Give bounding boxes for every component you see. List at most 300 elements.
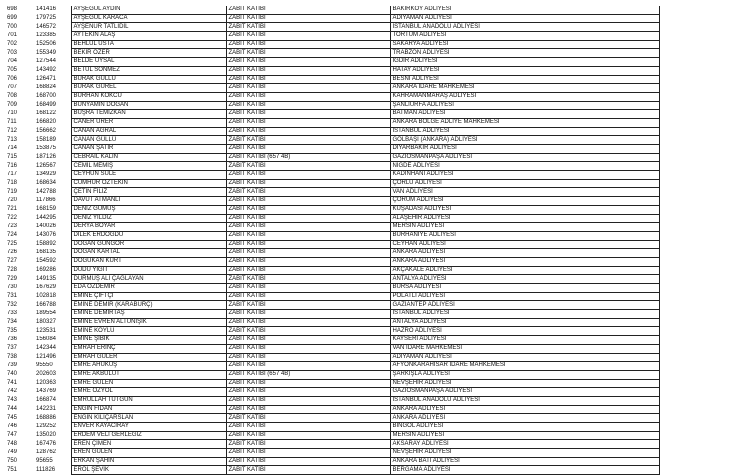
job-title: ZABIT KATİBİ <box>226 353 390 362</box>
row-number: 748 <box>7 440 18 447</box>
job-title: ZABIT KATİBİ <box>226 344 390 353</box>
table-row <box>5 466 745 475</box>
blank-cell <box>659 370 745 379</box>
table-row <box>5 231 745 240</box>
job-title: ZABIT KATİBİ <box>226 414 390 423</box>
workplace: KADINHANI ADLİYESİ <box>390 171 659 180</box>
person-name: DUDU YİĞİT <box>71 266 226 275</box>
row-number: 731 <box>7 292 18 299</box>
registry-number: 167476 <box>36 440 57 447</box>
workplace: İSTANBUL ANADOLU ADLİYESİ <box>390 23 659 32</box>
registry-number: 168886 <box>36 414 57 421</box>
table-row <box>5 127 745 136</box>
person-name: EMRE GÜLEN <box>71 379 226 388</box>
row-number: 704 <box>7 58 18 65</box>
row-number: 721 <box>7 206 18 213</box>
registry-number: 168122 <box>36 110 57 117</box>
table-row <box>5 32 745 41</box>
row-number: 701 <box>7 32 18 39</box>
blank-cell <box>659 162 745 171</box>
registry-number: 142344 <box>36 345 57 352</box>
workplace: ANKARA İDARE MAHKEMESİ <box>390 84 659 93</box>
person-name: ENGİN KILIÇARSLAN <box>71 414 226 423</box>
job-title: ZABIT KATİBİ <box>226 75 390 84</box>
blank-cell <box>659 240 745 249</box>
table-row <box>5 301 745 310</box>
row-number: 736 <box>7 336 18 343</box>
row-number: 749 <box>7 449 18 456</box>
workplace: AKÇAKALE ADLİYESİ <box>390 266 659 275</box>
registry-number: 134929 <box>36 171 57 178</box>
table-row <box>5 362 745 371</box>
job-title: ZABIT KATİBİ <box>226 249 390 258</box>
workplace: ANKARA BÖLGE ADLİYE MAHKEMESİ <box>390 118 659 127</box>
workplace: ÇORUM ADLİYESİ <box>390 197 659 206</box>
person-name: BÜŞRA TEMİZKAN <box>71 110 226 119</box>
registry-number: 202603 <box>36 371 57 378</box>
blank-cell <box>659 275 745 284</box>
registry-number: 140026 <box>36 223 57 230</box>
blank-cell <box>659 32 745 41</box>
workplace: MERSİN ADLİYESİ <box>390 431 659 440</box>
registry-number: 189554 <box>36 310 57 317</box>
personnel-list-page <box>5 6 745 475</box>
blank-cell <box>659 249 745 258</box>
job-title: ZABIT KATİBİ <box>226 440 390 449</box>
person-name: BURAK GÜLLÜ <box>71 75 226 84</box>
registry-number: 168159 <box>36 206 57 213</box>
person-name: EMRAH GÜLER <box>71 353 226 362</box>
table-row <box>5 14 745 23</box>
blank-cell <box>659 431 745 440</box>
table-row <box>5 162 745 171</box>
table-row <box>5 6 745 14</box>
row-number: 702 <box>7 40 18 47</box>
registry-number: 95655 <box>36 457 53 464</box>
person-name: CUMHUR ÖZTEKİN <box>71 179 226 188</box>
registry-number: 143492 <box>36 67 57 74</box>
registry-number: 158189 <box>36 136 57 143</box>
row-number: 751 <box>7 466 18 473</box>
row-number: 735 <box>7 327 18 334</box>
row-number: 747 <box>7 431 18 438</box>
person-name: AYŞEGÜL AYDIN <box>71 6 226 14</box>
job-title: ZABIT KATİBİ <box>226 84 390 93</box>
registry-number: 152506 <box>36 40 57 47</box>
row-number: 705 <box>7 67 18 74</box>
workplace: ÇORLU ADLİYESİ <box>390 179 659 188</box>
person-name: EMİNE EVREN ALTUNIŞIK <box>71 318 226 327</box>
workplace: TRABZON ADLİYESİ <box>390 49 659 58</box>
person-name: CEYHUN SÜLE <box>71 171 226 180</box>
row-number: 715 <box>7 153 18 160</box>
table-row <box>5 110 745 119</box>
registry-number: 135020 <box>36 431 57 438</box>
table-row <box>5 292 745 301</box>
registry-number: 143076 <box>36 232 57 239</box>
workplace: HAZRO ADLİYESİ <box>390 327 659 336</box>
job-title: ZABIT KATİBİ <box>226 92 390 101</box>
workplace: POLATLI ADLİYESİ <box>390 292 659 301</box>
blank-cell <box>659 344 745 353</box>
job-title: ZABIT KATİBİ <box>226 136 390 145</box>
blank-cell <box>659 466 745 475</box>
person-name: DURMUŞ ALİ ÇAĞLAYAN <box>71 275 226 284</box>
row-number: 743 <box>7 397 18 404</box>
table-row <box>5 388 745 397</box>
job-title: ZABIT KATİBİ <box>226 292 390 301</box>
row-number: 706 <box>7 75 18 82</box>
workplace: ADIYAMAN ADLİYESİ <box>390 14 659 23</box>
workplace: BERGAMA ADLİYESİ <box>390 466 659 475</box>
person-name: EMRAH ERİNÇ <box>71 344 226 353</box>
registry-number: 166820 <box>36 119 57 126</box>
job-title: ZABIT KATİBİ <box>226 179 390 188</box>
table-row <box>5 396 745 405</box>
table-row <box>5 414 745 423</box>
registry-number: 166874 <box>36 397 57 404</box>
table-row <box>5 457 745 466</box>
table-row <box>5 336 745 345</box>
workplace: İSTANBUL ADLİYESİ <box>390 310 659 319</box>
workplace: HATAY ADLİYESİ <box>390 66 659 75</box>
workplace: ŞARKIŞLA ADLİYESİ <box>390 370 659 379</box>
job-title: ZABIT KATİBİ <box>226 6 390 14</box>
workplace: ŞANLIURFA ADLİYESİ <box>390 101 659 110</box>
row-number: 711 <box>7 119 17 126</box>
table-row <box>5 101 745 110</box>
person-name: DOĞUKAN KURT <box>71 257 226 266</box>
job-title: ZABIT KATİBİ <box>226 388 390 397</box>
registry-number: 179725 <box>36 14 57 21</box>
blank-cell <box>659 6 745 14</box>
blank-cell <box>659 179 745 188</box>
job-title: ZABIT KATİBİ <box>226 457 390 466</box>
workplace: NEVŞEHİR ADLİYESİ <box>390 449 659 458</box>
registry-number: 142788 <box>36 188 57 195</box>
table-row <box>5 145 745 154</box>
personnel-table <box>5 6 745 475</box>
job-title: ZABIT KATİBİ <box>226 49 390 58</box>
row-number: 723 <box>7 223 18 230</box>
blank-cell <box>659 396 745 405</box>
workplace: NİĞDE ADLİYESİ <box>390 162 659 171</box>
job-title: ZABIT KATİBİ <box>226 336 390 345</box>
table-row <box>5 240 745 249</box>
registry-number: 126567 <box>36 162 57 169</box>
row-number: 699 <box>7 14 18 21</box>
person-name: BEHLÜL USTA <box>71 40 226 49</box>
person-name: ENVER KAYACIRAY <box>71 423 226 432</box>
person-name: EREN GÜLEN <box>71 449 226 458</box>
person-name: EMRE ÖZYOL <box>71 388 226 397</box>
workplace: ANTALYA ADLİYESİ <box>390 318 659 327</box>
workplace: BAKIRKÖY ADLİYESİ <box>390 6 659 14</box>
blank-cell <box>659 405 745 414</box>
registry-number: 102818 <box>36 292 57 299</box>
person-name: BEKİR ÖZER <box>71 49 226 58</box>
person-name: EMİNE DEMİR (KARABURÇ) <box>71 301 226 310</box>
row-number: 700 <box>7 23 18 30</box>
job-title: ZABIT KATİBİ <box>226 379 390 388</box>
blank-cell <box>659 362 745 371</box>
registry-number: 143769 <box>36 388 57 395</box>
row-number: 733 <box>7 310 18 317</box>
workplace: MERSİN ADLİYESİ <box>390 223 659 232</box>
workplace: ANKARA BATI ADLİYESİ <box>390 457 659 466</box>
row-number: 734 <box>7 318 18 325</box>
row-number: 728 <box>7 266 18 273</box>
blank-cell <box>659 92 745 101</box>
row-number: 712 <box>7 127 18 134</box>
table-row <box>5 257 745 266</box>
workplace: VAN ADLİYESİ <box>390 188 659 197</box>
job-title: ZABIT KATİBİ <box>226 318 390 327</box>
workplace: BATMAN ADLİYESİ <box>390 110 659 119</box>
person-name: DERYA BOYAR <box>71 223 226 232</box>
blank-cell <box>659 266 745 275</box>
row-number: 730 <box>7 284 18 291</box>
job-title: ZABIT KATİBİ <box>226 284 390 293</box>
blank-cell <box>659 136 745 145</box>
registry-number: 168634 <box>36 179 57 186</box>
job-title: ZABIT KATİBİ <box>226 171 390 180</box>
workplace: ANKARA ADLİYESİ <box>390 249 659 258</box>
registry-number: 158892 <box>36 240 57 247</box>
table-row <box>5 440 745 449</box>
registry-number: 127544 <box>36 58 57 65</box>
table-row <box>5 23 745 32</box>
row-number: 746 <box>7 423 18 430</box>
workplace: GÖLBAŞI (ANKARA) ADLİYESİ <box>390 136 659 145</box>
person-name: DOĞAN KARTAL <box>71 249 226 258</box>
row-number: 725 <box>7 240 18 247</box>
table-row <box>5 275 745 284</box>
workplace: ANKARA ADLİYESİ <box>390 414 659 423</box>
table-row <box>5 266 745 275</box>
job-title: ZABIT KATİBİ <box>226 431 390 440</box>
job-title: ZABIT KATİBİ <box>226 14 390 23</box>
table-row <box>5 153 745 162</box>
blank-cell <box>659 301 745 310</box>
person-name: BETÜL SÖNMEZ <box>71 66 226 75</box>
job-title: ZABIT KATİBİ <box>226 266 390 275</box>
job-title: ZABIT KATİBİ <box>226 118 390 127</box>
row-number: 718 <box>7 179 18 186</box>
blank-cell <box>659 40 745 49</box>
registry-number: 128762 <box>36 449 57 456</box>
table-row <box>5 379 745 388</box>
registry-number: 120363 <box>36 379 57 386</box>
job-title: ZABIT KATİBİ <box>226 197 390 206</box>
workplace: TORTUM ADLİYESİ <box>390 32 659 41</box>
job-title: ZABIT KATİBİ <box>226 275 390 284</box>
job-title: ZABIT KATİBİ (657 4B) <box>226 153 390 162</box>
job-title: ZABIT KATİBİ <box>226 23 390 32</box>
workplace: DİYARBAKIR ADLİYESİ <box>390 145 659 154</box>
blank-cell <box>659 284 745 293</box>
blank-cell <box>659 49 745 58</box>
row-number: 722 <box>7 214 18 221</box>
row-number: 714 <box>7 145 18 152</box>
person-name: CANAN GÜLLÜ <box>71 136 226 145</box>
job-title: ZABIT KATİBİ <box>226 58 390 67</box>
job-title: ZABIT KATİBİ <box>226 231 390 240</box>
workplace: AFYONKARAHİSAR İDARE MAHKEMESİ <box>390 362 659 371</box>
row-number: 707 <box>7 84 18 91</box>
job-title: ZABIT KATİBİ <box>226 66 390 75</box>
job-title: ZABIT KATİBİ <box>226 327 390 336</box>
registry-number: 168824 <box>36 84 57 91</box>
registry-number: 168700 <box>36 93 57 100</box>
row-number: 741 <box>7 379 18 386</box>
person-name: EMİNE KOYLU <box>71 327 226 336</box>
table-row <box>5 327 745 336</box>
blank-cell <box>659 145 745 154</box>
workplace: BURHANİYE ADLİYESİ <box>390 231 659 240</box>
blank-cell <box>659 197 745 206</box>
person-name: BURHAN KOKCÜ <box>71 92 226 101</box>
table-row <box>5 353 745 362</box>
registry-number: 155349 <box>36 49 57 56</box>
table-row <box>5 223 745 232</box>
workplace: GAZİOSMANPAŞA ADLİYESİ <box>390 153 659 162</box>
blank-cell <box>659 84 745 93</box>
row-number: 729 <box>7 275 18 282</box>
workplace: ADIYAMAN ADLİYESİ <box>390 353 659 362</box>
person-name: ERKAN ŞAHİN <box>71 457 226 466</box>
table-row <box>5 431 745 440</box>
registry-number: 121496 <box>36 353 57 360</box>
job-title: ZABIT KATİBİ <box>226 405 390 414</box>
person-name: EMİNE DEMİRTAŞ <box>71 310 226 319</box>
row-number: 710 <box>7 110 18 117</box>
blank-cell <box>659 310 745 319</box>
job-title: ZABIT KATİBİ <box>226 310 390 319</box>
registry-number: 117866 <box>36 197 56 204</box>
person-name: DOĞAN GÜNGÖR <box>71 240 226 249</box>
blank-cell <box>659 231 745 240</box>
person-name: ÇETİN FİLİZ <box>71 188 226 197</box>
blank-cell <box>659 457 745 466</box>
blank-cell <box>659 66 745 75</box>
table-row <box>5 449 745 458</box>
table-row <box>5 66 745 75</box>
person-name: ENGİN FİDAN <box>71 405 226 414</box>
registry-number: 168135 <box>36 249 57 256</box>
blank-cell <box>659 171 745 180</box>
row-number: 739 <box>7 362 18 369</box>
row-number: 744 <box>7 405 18 412</box>
table-row <box>5 197 745 206</box>
blank-cell <box>659 101 745 110</box>
registry-number: 166788 <box>36 301 57 308</box>
row-number: 742 <box>7 388 18 395</box>
person-name: EDA ÖZDEMİR <box>71 284 226 293</box>
person-name: DİLEK ERDOĞDU <box>71 231 226 240</box>
blank-cell <box>659 336 745 345</box>
registry-number: 149135 <box>36 275 57 282</box>
blank-cell <box>659 292 745 301</box>
registry-number: 180327 <box>36 318 57 325</box>
person-name: BURAK GÜREL <box>71 84 226 93</box>
registry-number: 169286 <box>36 266 57 273</box>
blank-cell <box>659 379 745 388</box>
person-name: AYŞEGÜL KARACA <box>71 14 226 23</box>
row-number: 745 <box>7 414 18 421</box>
table-row <box>5 118 745 127</box>
registry-number: 111826 <box>36 466 56 473</box>
registry-number: 168499 <box>36 101 57 108</box>
row-number: 726 <box>7 249 18 256</box>
registry-number: 126471 <box>36 75 57 82</box>
blank-cell <box>659 153 745 162</box>
person-name: BELDE UYSAL <box>71 58 226 67</box>
row-number: 740 <box>7 371 18 378</box>
person-name: EMRE AHUKUŞ <box>71 362 226 371</box>
person-name: CANAN ŞATIR <box>71 145 226 154</box>
job-title: ZABIT KATİBİ <box>226 362 390 371</box>
table-row <box>5 214 745 223</box>
registry-number: 95550 <box>36 362 53 369</box>
registry-number: 167629 <box>36 284 57 291</box>
table-row <box>5 171 745 180</box>
row-number: 737 <box>7 345 18 352</box>
row-number: 732 <box>7 301 18 308</box>
workplace: SAKARYA ADLİYESİ <box>390 40 659 49</box>
job-title: ZABIT KATİBİ <box>226 423 390 432</box>
person-name: ERDEM VELİ GERLEGİZ <box>71 431 226 440</box>
blank-cell <box>659 23 745 32</box>
blank-cell <box>659 205 745 214</box>
blank-cell <box>659 58 745 67</box>
workplace: KUŞADASI ADLİYESİ <box>390 205 659 214</box>
row-number: 750 <box>7 457 18 464</box>
registry-number: 129252 <box>36 423 57 430</box>
workplace: ANKARA ADLİYESİ <box>390 257 659 266</box>
person-name: EMİNE ŞİBİK <box>71 336 226 345</box>
person-name: AYŞENUR TATLIDİL <box>71 23 226 32</box>
job-title: ZABIT KATİBİ <box>226 101 390 110</box>
workplace: VAN İDARE MAHKEMESİ <box>390 344 659 353</box>
person-name: BÜNYAMİN DOĞAN <box>71 101 226 110</box>
person-name: CEBRAİL KALIN <box>71 153 226 162</box>
table-row <box>5 284 745 293</box>
job-title: ZABIT KATİBİ <box>226 214 390 223</box>
table-row <box>5 205 745 214</box>
blank-cell <box>659 257 745 266</box>
blank-cell <box>659 353 745 362</box>
workplace: CEYHAN ADLİYESİ <box>390 240 659 249</box>
workplace: IĞDIR ADLİYESİ <box>390 58 659 67</box>
job-title: ZABIT KATİBİ <box>226 396 390 405</box>
blank-cell <box>659 14 745 23</box>
person-name: EMİNE ÇİFTÇİ <box>71 292 226 301</box>
job-title: ZABIT KATİBİ <box>226 223 390 232</box>
person-name: AYTEKİN ALAŞ <box>71 32 226 41</box>
table-row <box>5 179 745 188</box>
person-name: EMRULLAH TUTGUN <box>71 396 226 405</box>
blank-cell <box>659 188 745 197</box>
workplace: ALAŞEHİR ADLİYESİ <box>390 214 659 223</box>
blank-cell <box>659 110 745 119</box>
workplace: ANTALYA ADLİYESİ <box>390 275 659 284</box>
blank-cell <box>659 318 745 327</box>
table-row <box>5 136 745 145</box>
table-row <box>5 370 745 379</box>
job-title: ZABIT KATİBİ <box>226 162 390 171</box>
workplace: GAZİANTEP ADLİYESİ <box>390 301 659 310</box>
